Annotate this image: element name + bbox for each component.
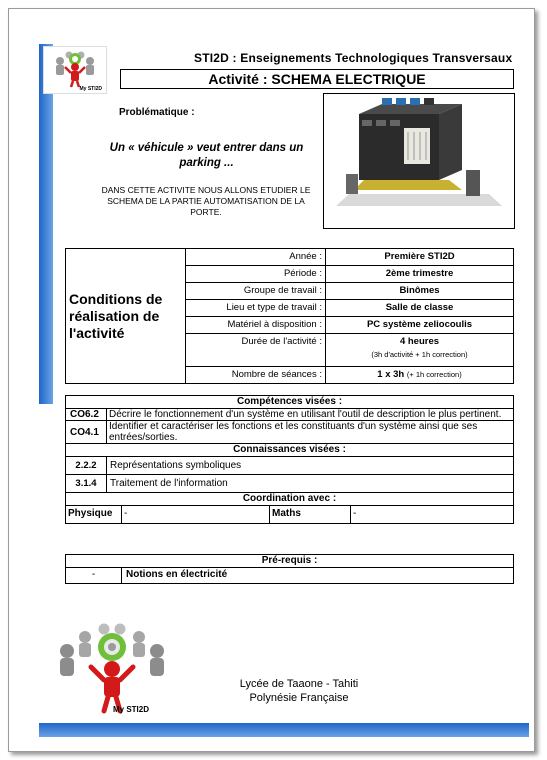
cond-note: (3h d'activité + 1h correction) xyxy=(371,350,468,359)
cond-label: Matériel à disposition : xyxy=(186,317,326,333)
coordination-title: Coordination avec : xyxy=(66,493,513,506)
system-photo xyxy=(323,93,515,229)
connaissance-row xyxy=(66,457,513,475)
activity-title: Activité : SCHEMA ELECTRIQUE xyxy=(120,69,514,89)
cond-label: Année : xyxy=(186,249,326,265)
conditions-title: Conditions de réalisation de l'activité xyxy=(66,249,186,383)
cond-row-periode xyxy=(186,266,513,283)
problematique-panel xyxy=(91,93,322,229)
cond-value: Première STI2D xyxy=(384,251,455,262)
mysti2d-logo-small xyxy=(43,46,107,94)
connaissance-code: 3.1.4 xyxy=(66,475,107,492)
bottom-blue-bar xyxy=(39,723,529,737)
logo-large-text: My STI2D xyxy=(113,705,150,714)
cond-value: Binômes xyxy=(399,285,440,296)
competence-row xyxy=(66,409,513,421)
prerequis-row xyxy=(66,568,513,583)
logo-small-text: My STI2D xyxy=(79,86,102,92)
competence-text: Décrire le fonctionnement d'un système en utilisant l'outil de description le plus pertinent. xyxy=(109,409,502,420)
competences-title: Compétences visées : xyxy=(66,396,513,409)
cond-row-groupe xyxy=(186,283,513,300)
connaissance-row xyxy=(66,475,513,493)
competences-table xyxy=(65,395,514,524)
school-line-2: Polynésie Française xyxy=(249,692,349,704)
prerequis-table xyxy=(65,554,514,584)
cond-row-annee xyxy=(186,249,513,266)
cond-value: PC système zeliocoulis xyxy=(366,319,473,330)
coordination-maths: Maths xyxy=(270,506,351,523)
cond-label: Groupe de travail : xyxy=(186,283,326,299)
coordination-maths-value: - xyxy=(353,508,357,519)
school-name xyxy=(214,677,384,705)
cond-value: 2ème trimestre xyxy=(385,268,454,279)
header-title: STI2D : Enseignements Technologiques Transversaux xyxy=(194,51,513,65)
problematique-label: Problématique : xyxy=(119,107,195,118)
competence-code: CO4.1 xyxy=(66,421,107,443)
coordination-physique: Physique xyxy=(66,506,122,523)
left-blue-bar xyxy=(39,44,53,404)
prerequis-dash: - xyxy=(66,568,122,583)
cond-value: Salle de classe xyxy=(385,302,454,313)
conditions-table xyxy=(65,248,514,384)
connaissance-text: Traitement de l'information xyxy=(110,478,228,489)
cond-label: Durée de l'activité : xyxy=(186,334,326,366)
cond-row-materiel xyxy=(186,317,513,334)
connaissances-title: Connaissances visées : xyxy=(66,444,513,457)
coordination-row xyxy=(66,506,513,523)
cond-label: Lieu et type de travail : xyxy=(186,300,326,316)
mysti2d-logo-large xyxy=(47,619,177,719)
cond-row-lieu xyxy=(186,300,513,317)
school-line-1: Lycée de Taaone - Tahiti xyxy=(239,678,359,690)
cond-row-duree xyxy=(186,334,513,367)
prerequis-text: Notions en électricité xyxy=(126,569,228,580)
coordination-physique-value: - xyxy=(122,506,270,523)
problematique-description: DANS CETTE ACTIVITE NOUS ALLONS ETUDIER LE SCHEMA DE LA PARTIE AUTOMATISATION DE LA PORTE. xyxy=(101,185,311,217)
cond-label: Période : xyxy=(186,266,326,282)
cond-row-seances xyxy=(186,367,513,383)
cond-label: Nombre de séances : xyxy=(186,367,326,383)
document-page xyxy=(8,8,535,752)
cond-note: (+ 1h correction) xyxy=(406,369,462,379)
prerequis-title: Pré-requis : xyxy=(66,555,513,568)
competence-row xyxy=(66,421,513,444)
connaissance-text: Représentations symboliques xyxy=(110,460,242,471)
competence-code: CO6.2 xyxy=(66,409,107,420)
cond-value: 1 x 3h xyxy=(377,368,405,380)
cond-value-seances xyxy=(326,367,513,383)
competence-text: Identifier et caractériser les fonctions et les constituants d'un système ainsi que ses entrées/sorties. xyxy=(109,421,478,443)
cond-value: 4 heures xyxy=(399,336,440,347)
connaissance-code: 2.2.2 xyxy=(66,457,107,474)
problematique-question: Un « véhicule » veut entrer dans un parking ... xyxy=(109,142,304,169)
cond-value-duree xyxy=(326,334,513,366)
